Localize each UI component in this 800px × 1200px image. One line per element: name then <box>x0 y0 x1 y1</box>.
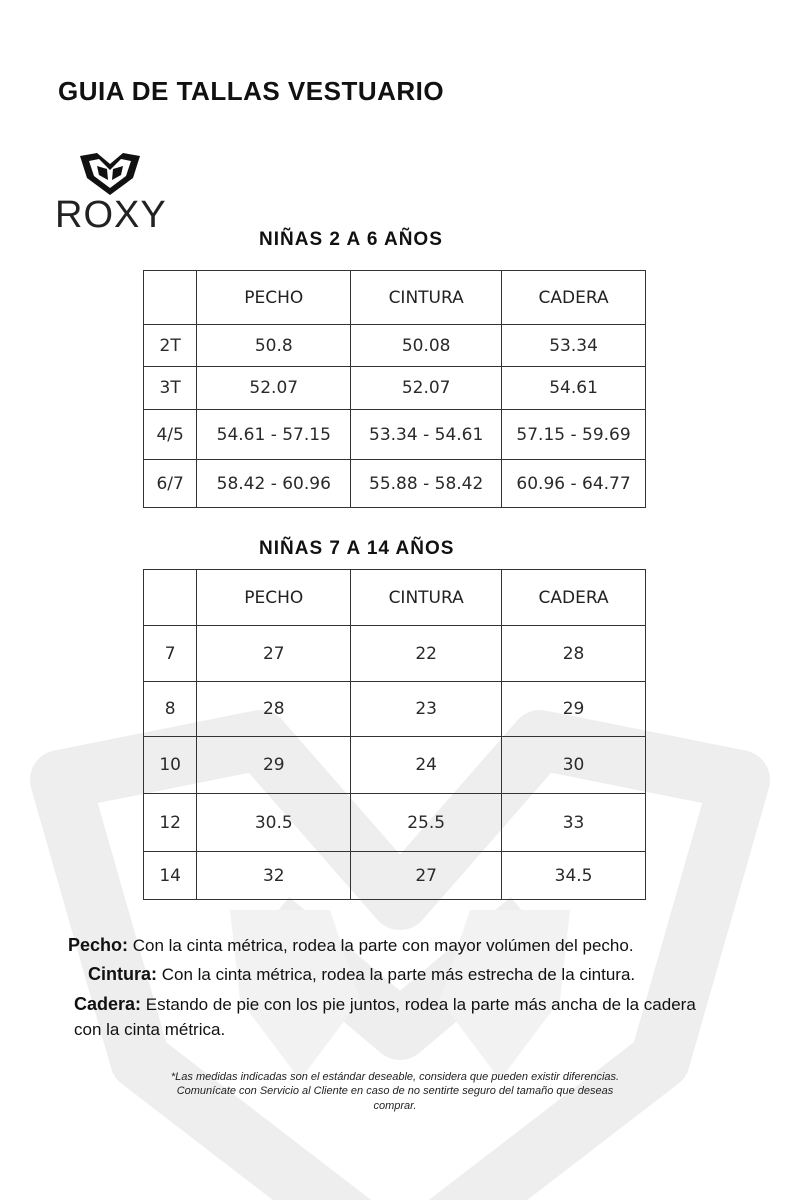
value-cell: 60.96 - 64.77 <box>502 460 646 508</box>
value-cell: 34.5 <box>502 852 646 900</box>
table-header-row <box>144 271 646 325</box>
value-cell: 29 <box>502 682 646 737</box>
value-cell: 57.15 - 59.69 <box>502 410 646 460</box>
value-cell: 32 <box>197 852 351 900</box>
value-cell: 27 <box>197 626 351 682</box>
table-row <box>144 852 646 900</box>
header-cell: CADERA <box>502 570 646 626</box>
definition-text: Con la cinta métrica, rodea la parte más estrecha de la cintura. <box>157 965 636 984</box>
value-cell: 33 <box>502 794 646 852</box>
disclaimer-footnote: *Las medidas indicadas son el estándar deseable, considera que pueden existir diferencias. Comunícate con Servicio al Cliente en caso de no sentirte seguro del tamaño que deseas comprar. <box>170 1071 620 1112</box>
value-cell: 23 <box>351 682 502 737</box>
header-cell <box>144 271 197 325</box>
value-cell: 55.88 - 58.42 <box>351 460 502 508</box>
definition-cintura <box>88 961 635 988</box>
size-table-7-14 <box>143 569 646 900</box>
definition-text: Con la cinta métrica, rodea la parte con mayor volúmen del pecho. <box>128 936 634 955</box>
size-cell: 4/5 <box>144 410 197 460</box>
value-cell: 28 <box>197 682 351 737</box>
value-cell: 53.34 - 54.61 <box>351 410 502 460</box>
size-cell: 12 <box>144 794 197 852</box>
definition-term: Cadera: <box>74 994 142 1014</box>
header-cell: CINTURA <box>351 570 502 626</box>
size-cell: 7 <box>144 626 197 682</box>
value-cell: 52.07 <box>351 367 502 410</box>
definition-term: Pecho: <box>68 935 129 955</box>
value-cell: 54.61 <box>502 367 646 410</box>
value-cell: 54.61 - 57.15 <box>197 410 351 460</box>
header-cell: PECHO <box>197 271 351 325</box>
size-cell: 14 <box>144 852 197 900</box>
value-cell: 30.5 <box>197 794 351 852</box>
header-cell: CINTURA <box>351 271 502 325</box>
value-cell: 29 <box>197 737 351 794</box>
value-cell: 58.42 - 60.96 <box>197 460 351 508</box>
value-cell: 52.07 <box>197 367 351 410</box>
brand-name: ROXY <box>55 194 167 236</box>
table-row <box>144 682 646 737</box>
heart-logo-icon <box>77 152 143 196</box>
table-row <box>144 626 646 682</box>
table-row <box>144 737 646 794</box>
value-cell: 27 <box>351 852 502 900</box>
header-cell: PECHO <box>197 570 351 626</box>
table-row <box>144 410 646 460</box>
value-cell: 22 <box>351 626 502 682</box>
size-cell: 3T <box>144 367 197 410</box>
definition-pecho <box>68 932 634 959</box>
size-cell: 10 <box>144 737 197 794</box>
table-row <box>144 367 646 410</box>
value-cell: 28 <box>502 626 646 682</box>
table-row <box>144 794 646 852</box>
value-cell: 50.8 <box>197 325 351 367</box>
brand-logo <box>55 152 175 237</box>
size-cell: 8 <box>144 682 197 737</box>
header-cell <box>144 570 197 626</box>
definition-text: Estando de pie con los pie juntos, rodea la parte más ancha de la cadera con la cinta métrica. <box>74 995 696 1039</box>
definition-term: Cintura: <box>88 964 157 984</box>
value-cell: 30 <box>502 737 646 794</box>
table-header-row <box>144 570 646 626</box>
table-title-7-14: NIÑAS 7 A 14 AÑOS <box>259 538 455 559</box>
size-cell: 6/7 <box>144 460 197 508</box>
table-title-2-6: NIÑAS 2 A 6 AÑOS <box>259 229 443 250</box>
value-cell: 50.08 <box>351 325 502 367</box>
table-row <box>144 460 646 508</box>
header-cell: CADERA <box>502 271 646 325</box>
table-row <box>144 325 646 367</box>
definition-cadera <box>74 991 724 1042</box>
page-title: GUIA DE TALLAS VESTUARIO <box>58 76 445 106</box>
value-cell: 25.5 <box>351 794 502 852</box>
value-cell: 24 <box>351 737 502 794</box>
value-cell: 53.34 <box>502 325 646 367</box>
size-cell: 2T <box>144 325 197 367</box>
size-table-2-6 <box>143 270 646 508</box>
